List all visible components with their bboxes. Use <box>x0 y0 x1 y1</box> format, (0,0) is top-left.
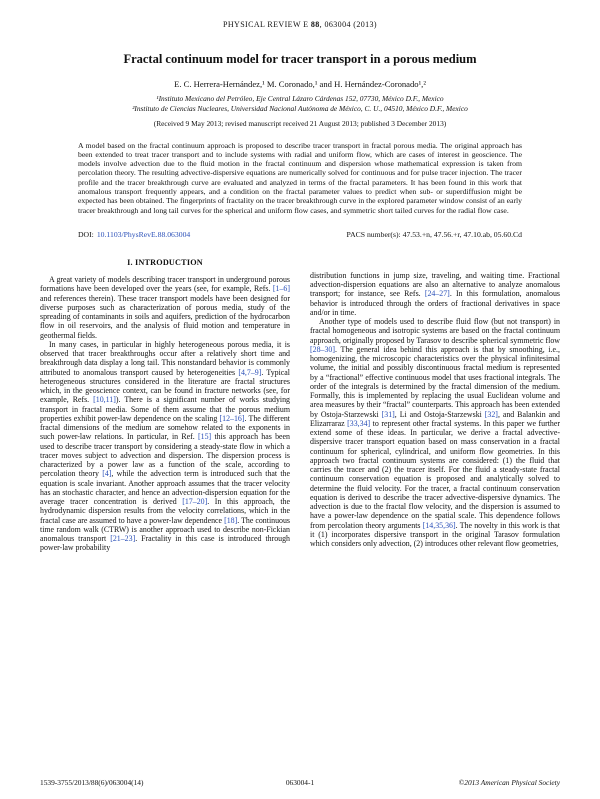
citation-link[interactable]: [1–6] <box>272 284 290 294</box>
doi-block <box>78 230 347 239</box>
affiliation-2: ²Instituto de Ciencias Nucleares, Universidad Nacional Autónoma de México, C. U., 04510, México D.F., Mexico <box>132 103 468 113</box>
body-paragraph: A great variety of models describing tracer transport in underground porous formations have been developed over the years (see, for example, Refs. [1–6] and references therein). These tracer transport models have been designed for diverse purposes such as characterization of porous media, study of the spreading of contaminants in soils and aquifers, prediction of the hydrocarbon flow in oil reservoirs, and the analysis of fluid motion and temperature in geothermal fields. <box>40 275 290 340</box>
paper-title: Fractal continuum model for tracer transport in a porous medium <box>123 52 477 66</box>
journal-name: PHYSICAL REVIEW E <box>222 20 309 29</box>
citation-link[interactable]: [17–20] <box>182 497 208 507</box>
affiliation-1: ¹Instituto Mexicano del Petróleo, Eje Central Lázaro Cárdenas 152, 07730, México D.F., Mexico <box>156 94 444 103</box>
affiliations-block <box>40 94 560 114</box>
right-column-text <box>310 271 560 549</box>
body-paragraph: distribution functions in jump size, traveling, and waiting time. Fractional advection-dispersion equations are also an alternative to analyze anomalous transport; for instance, see Refs. [24–27]. In this formulation, anomalous behavior is introduced through the orders of fractional derivatives in space and/or in time. <box>310 270 560 317</box>
doi-link[interactable]: 10.1103/PhysRevE.88.063004 <box>96 229 191 239</box>
journal-volume: 88 <box>310 20 320 29</box>
two-column-body <box>40 258 560 553</box>
issn-article-code: 1539-3755/2013/88(6)/063004(14) <box>40 778 144 787</box>
citation-link[interactable]: [4,7–9] <box>238 367 262 377</box>
left-column-text <box>40 275 290 553</box>
page-footer <box>40 778 560 787</box>
citation-link[interactable]: [33,34] <box>347 418 371 428</box>
abstract-text: A model based on the fractal continuum approach is proposed to describe tracer transport in fractal porous media. The original approach has been extended to treat tracer transport and to include systems with radial and uniform flow, which are cases of interest in geoscience. The models involve advection due to the fluid motion in the fractal continuum and dispersion whose mathematical expression is taken from percolation theory. The resulting advective-dispersive equations are numerically solved for continuous and for pulse tracer injection. The tracer profile and the tracer breakthrough curve are evaluated and analyzed in terms of the fractal parameters. It has been found in this work that anomalous transport frequently appears, and a condition on the fractal parameter values to predict when sub- or superdiffusion might be expected has been obtained. The fingerprints of fractality on the tracer breakthrough curve in the explored parameter window consist of an early tracer breakthrough and long tail curves for the spherical and uniform flow cases, and symmetric short tailed curves for the radial flow case. <box>78 140 522 215</box>
doi-label: DOI: <box>78 229 94 239</box>
copyright-notice: ©2013 American Physical Society <box>458 778 560 787</box>
citation-link[interactable]: [18] <box>224 515 238 525</box>
body-paragraph: Another type of models used to describe fluid flow (but not transport) in fractal homogeneous and isotropic systems are based on the fractal continuum approach, originally proposed by Tarasov to describe spherical symmetric flow [28–30]. The general idea behind this approach is that by smoothing, i.e., homogenizing, the microscopic characteristics over the physical infinitesimal volume, the initial and possibly discontinuous fractal medium is represented by a “fractional” effective continuous model that uses fractional integrals. The order of the integrals is determined by the fractal dimension of the medium. Formally, this is implemented by replacing the usual Euclidean volume and area measures by their “fractal” counterparts. This approach has been extended by Ostoja-Starzewski [31], Li and Ostoja-Starzewski [32], and Balankin and Elizarraraz [33,34] to represent other fractal systems. In this paper we further extend some of these ideas. In particular, we derive a fractal advective-dispersive tracer transport equation based on mass conservation in a fractal continuum for spherical, cylindrical, and uniform flow geometries. In this approach two fractal continuum systems are considered: (1) the fluid that carries the tracer and (2) the tracer itself. For the fluid a steady-state fractal continuum conservation equation is proposed and analytically solved to determine the fluid velocity. For the tracer, a fractal continuum conservation equation is derived to describe the tracer advective-dispersive dynamics. The advection is due to the fractal flow velocity, and the dispersion is assumed to have a power-law dependence on the spatial scale. This dependence follows from percolation theory arguments [14,35,36]. The novelty in this work is that it (1) incorporates dispersive transport in the original Tarasov formulation which considers only advection, (2) introduces other relevant flow geometries, <box>310 317 561 549</box>
journal-issue-info: , 063004 (2013) <box>319 20 377 29</box>
citation-link[interactable]: [32] <box>484 409 498 419</box>
page-number: 063004-1 <box>285 778 315 787</box>
citation-link[interactable]: [10,11] <box>93 395 116 405</box>
body-paragraph: In many cases, in particular in highly heterogeneous porous media, it is observed that tracer breakthroughs occur after a relatively short time and breakthrough data display a long tail. This nonstandard behavior is commonly attributed to anomalous transport caused by heterogeneities [4,7–9]. Typical heterogeneous structures considered in the literature are fractal structures which, in the geoscience context, can be found in fracture networks (see, for example, Refs. [10,11]). There is a significant number of works studying transport in fractal media. Some of them assume that the porous medium properties exhibit power-law dependence on the scaling [12–16]. The different fractal dimensions of the medium are somehow related to the exponents in such power-law relations. In particular, in Ref. [15] this approach has been used to describe tracer transport by considering a steady-state flow in which a tracer moves subject to advection and dispersion. The dispersion process is characterized by a power law as a function of the scale, according to percolation theory [4], while the advection term is introduced such that the equation is scale invariant. Another approach assumes that the tracer velocity has an stochastic character, and hence an advection-dispersion equation for the average tracer concentration is derived [17–20]. In this approach, the hydrodynamic dispersion results from the velocity correlations, which in the fractal case are assumed to have a power-law dependence [18]. The continuous time random walk (CTRW) is another approach used to describe non-Fickian anomalous transport [21–23]. Fractality in this case is introduced through power-law probability <box>40 339 290 553</box>
right-column <box>310 258 560 549</box>
citation-link[interactable]: [28–30] <box>310 344 335 354</box>
citation-link[interactable]: [31] <box>381 409 395 419</box>
pacs-numbers: PACS number(s): 47.53.+n, 47.56.+r, 47.10.ab, 05.60.Cd <box>346 229 522 239</box>
received-dates-line: (Received 9 May 2013; revised manuscript received 21 August 2013; published 3 December 2013) <box>153 118 447 128</box>
authors-line: E. C. Herrera-Hernández,¹ M. Coronado,¹ and H. Hernández-Coronado¹,² <box>174 79 426 89</box>
citation-link[interactable]: [15] <box>198 432 212 442</box>
left-column <box>40 258 290 553</box>
journal-header-line <box>40 20 560 29</box>
citation-link[interactable]: [21–23] <box>110 534 136 544</box>
citation-link[interactable]: [12–16] <box>219 413 245 423</box>
doi-pacs-row <box>78 230 522 239</box>
citation-link[interactable]: [14,35,36] <box>422 520 456 530</box>
citation-link[interactable]: [4] <box>102 469 112 479</box>
section-heading-introduction: I. INTRODUCTION <box>127 257 203 267</box>
citation-link[interactable]: [24–27] <box>424 289 450 299</box>
